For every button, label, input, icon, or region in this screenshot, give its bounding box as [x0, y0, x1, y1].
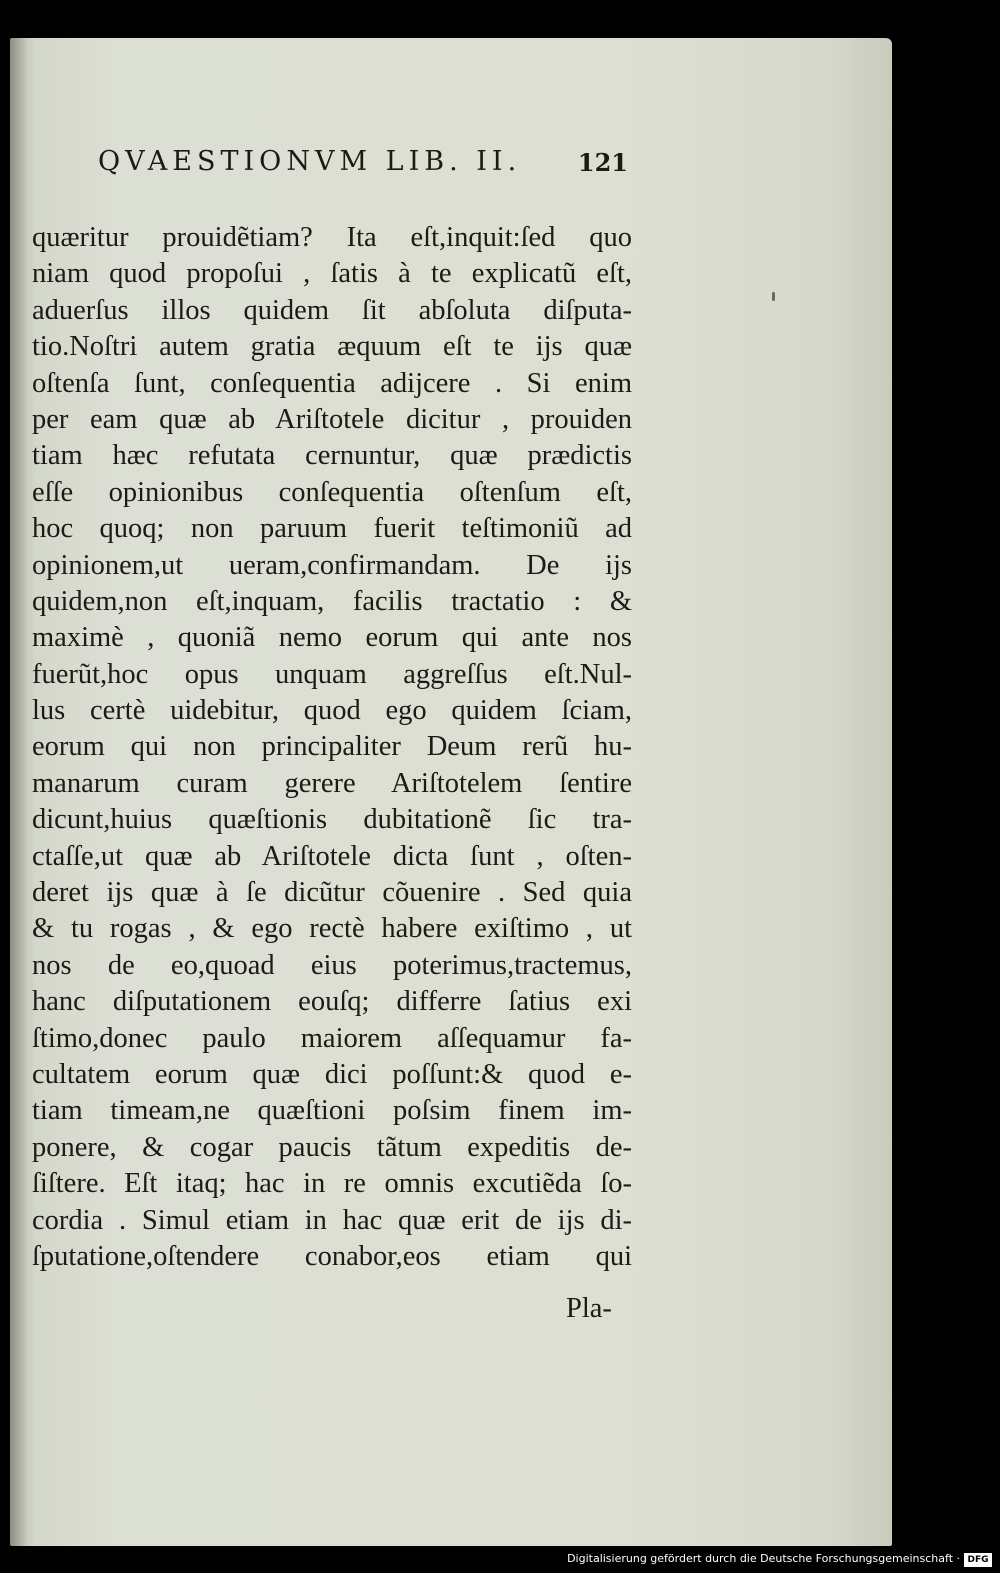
text-line: manarum curam gerere Ariſtotelem ſentire: [32, 767, 632, 799]
book-page: [10, 38, 892, 1546]
text-line: deret ijs quæ à ſe dicũtur cõuenire . Sed quia: [32, 877, 632, 909]
dfg-logo-icon: DFG: [964, 1553, 992, 1567]
text-line: cultatem eorum quæ dici poſſunt:& quod e-: [32, 1058, 632, 1090]
text-line: niam quod propoſui , ſatis à te explicatũ eſt,: [32, 258, 632, 290]
text-line: aduerſus illos quidem ſit abſoluta diſputa-: [32, 294, 632, 326]
funding-credit: Digitalisierung gefördert durch die Deutsche Forschungsgemeinschaft ·: [567, 1552, 960, 1565]
text-line: ſiſtere. Eſt itaq; hac in re omnis excutiẽda ſo-: [32, 1168, 632, 1200]
text-line: ſputatione,oſtendere conabor,eos etiam qui: [32, 1240, 632, 1272]
text-line: dicunt,huius quæſtionis dubitationẽ ſic tra-: [32, 804, 632, 836]
text-line: nos de eo,quoad eius poterimus,tractemus,: [32, 949, 632, 981]
text-line: quæritur prouidẽtiam? Ita eſt,inquit:ſed quo: [32, 222, 632, 253]
text-line: fuerũt,hoc opus unquam aggreſſus eſt.Nul-: [32, 658, 632, 690]
page-header: [98, 146, 628, 186]
running-head: QVAESTIONVM LIB. II.: [98, 146, 522, 177]
digitization-footer: [0, 1550, 1000, 1573]
text-line: hoc quoq; non paruum fuerit teſtimoniũ ad: [32, 513, 632, 545]
text-line: & tu rogas , & ego rectè habere exiſtimo , ut: [32, 913, 632, 945]
text-line: cordia . Simul etiam in hac quæ erit de ijs di-: [32, 1204, 632, 1236]
catchword: Pla-: [566, 1293, 612, 1324]
text-line: eorum qui non principaliter Deum rerũ hu-: [32, 731, 632, 763]
text-line: tiam hæc refutata cernuntur, quæ prædictis: [32, 440, 632, 472]
text-line: ponere, & cogar paucis tãtum expeditis de-: [32, 1131, 632, 1163]
text-line: tiam timeam,ne quæſtioni poſsim finem im-: [32, 1095, 632, 1127]
text-line: maximè , quoniã nemo eorum qui ante nos: [32, 622, 632, 654]
text-line: eſſe opinionibus conſequentia oſtenſum eſt,: [32, 476, 632, 508]
body-text: [32, 220, 632, 1275]
paper-speck: [772, 292, 775, 301]
text-line: opinionem,ut ueram,confirmandam. De ijs: [32, 549, 632, 581]
text-line: ctaſſe,ut quæ ab Ariſtotele dicta ſunt , oſten-: [32, 840, 632, 872]
gutter-shadow: [10, 38, 28, 1546]
text-line: per eam quæ ab Ariſtotele dicitur , prouiden: [32, 403, 632, 435]
text-line: ſtimo,donec paulo maiorem aſſequamur fa-: [32, 1022, 632, 1054]
text-line: quidem,non eſt,inquam, facilis tractatio : &: [32, 585, 632, 617]
page-number: 121: [577, 148, 628, 177]
text-line: lus certè uidebitur, quod ego quidem ſciam,: [32, 695, 632, 727]
text-line: oſtenſa ſunt, conſequentia adijcere . Si enim: [32, 367, 632, 399]
text-line: hanc diſputationem eouſq; differre ſatius exi: [32, 986, 632, 1018]
text-line: tio.Noſtri autem gratia æquum eſt te ijs quæ: [32, 331, 632, 363]
